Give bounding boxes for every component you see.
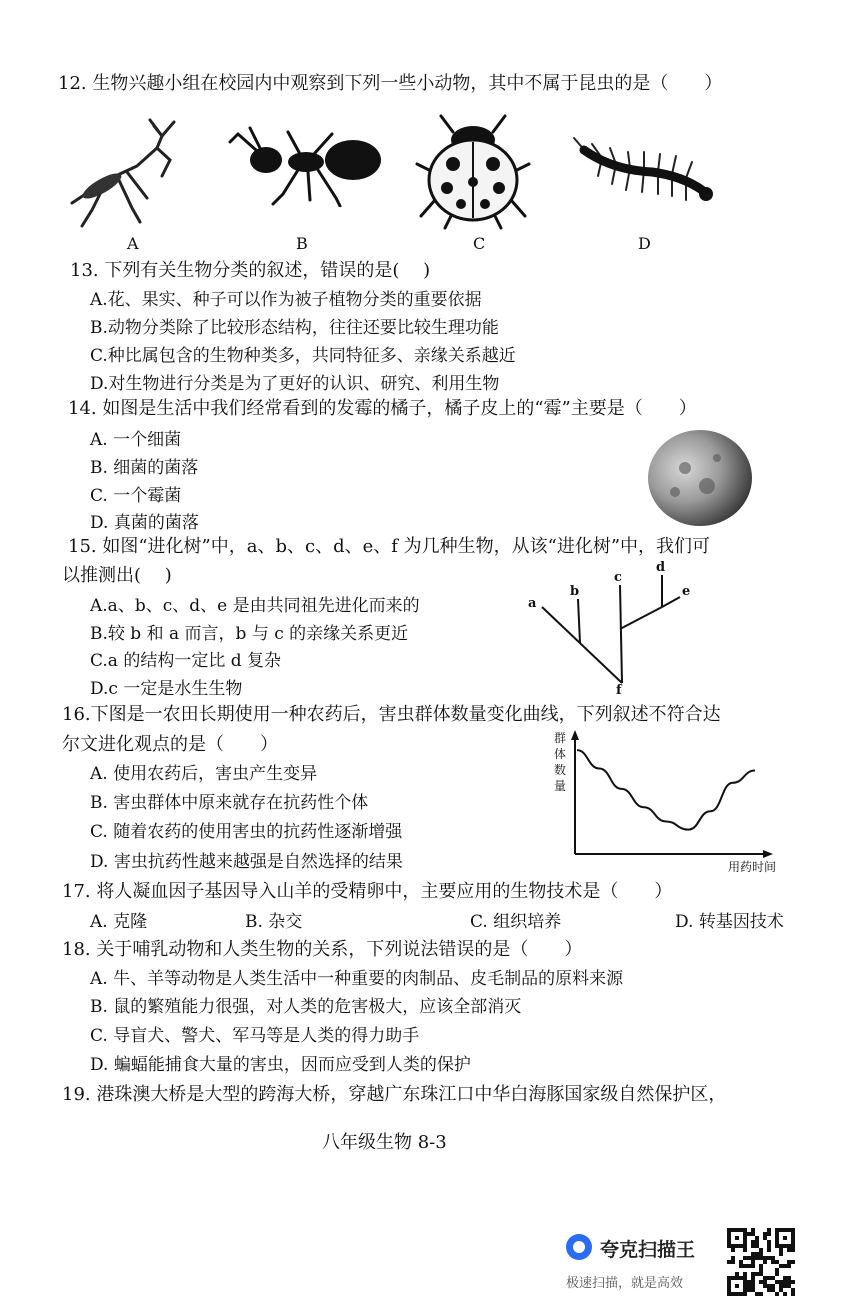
tree-label-a: a <box>528 596 537 611</box>
ant-icon <box>228 122 388 207</box>
option-label-a: A <box>127 234 139 253</box>
q13-option-c: C.种比属包含的生物种类多，共同特征多、亲缘关系越近 <box>90 346 516 366</box>
q16-option-a: A. 使用农药后，害虫产生变异 <box>90 764 318 784</box>
question-13: 13. 下列有关生物分类的叙述，错误的是( ) <box>70 260 431 281</box>
q14-option-c: C. 一个霉菌 <box>90 486 182 506</box>
quark-logo-icon <box>566 1234 592 1260</box>
series-line <box>577 750 755 829</box>
q15-option-a: A.a、b、c、d、e 是由共同祖先进化而来的 <box>90 596 420 616</box>
centipede-icon <box>572 130 722 210</box>
tree-label-d: d <box>656 560 666 575</box>
option-label-b: B <box>296 234 308 253</box>
question-12: 12. 生物兴趣小组在校园内中观察到下列一些小动物，其中不属于昆虫的是（ ） <box>58 73 723 94</box>
chart-y-label: 群体数量 <box>554 731 567 793</box>
q18-option-c: C. 导盲犬、警犬、军马等是人类的得力助手 <box>90 1026 420 1046</box>
watermark-brand: 夸克扫描王 <box>600 1239 696 1261</box>
option-label-c: C <box>473 234 486 253</box>
question-19: 19. 港珠澳大桥是大型的跨海大桥，穿越广东珠江口中华白海豚国家级自然保护区， <box>62 1084 727 1105</box>
question-16-line-2: 尔文进化观点的是（ ） <box>62 734 278 755</box>
pest-population-chart <box>545 728 785 876</box>
chart-x-label: 用药时间 <box>728 860 777 874</box>
tree-label-b: b <box>570 584 580 599</box>
q18-option-d: D. 蝙蝠能捕食大量的害虫，因而应受到人类的保护 <box>90 1055 471 1075</box>
q15-option-c: C.a 的结构一定比 d 复杂 <box>90 651 282 671</box>
q14-option-a: A. 一个细菌 <box>90 430 182 450</box>
ladybug-icon <box>413 112 533 230</box>
question-15-line-2: 以推测出( ) <box>62 565 172 586</box>
q17-option-b: B. 杂交 <box>245 912 303 932</box>
q17-option-d: D. 转基因技术 <box>675 912 784 932</box>
q17-option-c: C. 组织培养 <box>470 912 562 932</box>
q14-option-d: D. 真菌的菌落 <box>90 513 199 533</box>
mantis-icon <box>62 118 182 228</box>
q13-option-b: B.动物分类除了比较形态结构，往往还要比较生理功能 <box>90 318 499 338</box>
question-16-line-1: 16.下图是一农田长期使用一种农药后，害虫群体数量变化曲线，下列叙述不符合达 <box>62 704 721 725</box>
q13-option-d: D.对生物进行分类是为了更好的认识、研究、利用生物 <box>90 374 500 394</box>
question-15-line-1: 15. 如图“进化树”中，a、b、c、d、e、f 为几种生物，从该“进化树”中，我们可 <box>68 536 711 557</box>
moldy-orange-icon <box>645 428 755 528</box>
q16-option-b: B. 害虫群体中原来就存在抗药性个体 <box>90 793 369 813</box>
q18-option-a: A. 牛、羊等动物是人类生活中一种重要的肉制品、皮毛制品的原料来源 <box>90 969 624 989</box>
tree-label-f: f <box>616 683 622 695</box>
tree-label-c: c <box>614 570 622 585</box>
tree-label-e: e <box>682 584 691 599</box>
question-18: 18. 关于哺乳动物和人类生物的关系，下列说法错误的是（ ） <box>62 939 583 960</box>
q13-option-a: A.花、果实、种子可以作为被子植物分类的重要依据 <box>90 290 482 310</box>
q15-option-b: B.较 b 和 a 而言，b 与 c 的亲缘关系更近 <box>90 624 409 644</box>
question-17: 17. 将人凝血因子基因导入山羊的受精卵中，主要应用的生物技术是（ ） <box>62 881 673 902</box>
evolution-tree-diagram <box>520 555 710 695</box>
qr-code-icon <box>727 1228 795 1296</box>
q16-option-d: D. 害虫抗药性越来越强是自然选择的结果 <box>90 852 403 872</box>
q15-option-d: D.c 一定是水生生物 <box>90 679 243 699</box>
q18-option-b: B. 鼠的繁殖能力很强，对人类的危害极大，应该全部消灭 <box>90 997 522 1017</box>
q14-option-b: B. 细菌的菌落 <box>90 458 199 478</box>
option-label-d: D <box>638 234 651 253</box>
q16-option-c: C. 随着农药的使用害虫的抗药性逐渐增强 <box>90 822 403 842</box>
watermark-slogan: 极速扫描，就是高效 <box>566 1276 684 1291</box>
question-14: 14. 如图是生活中我们经常看到的发霉的橘子，橘子皮上的“霉”主要是（ ） <box>68 398 697 419</box>
page-footer: 八年级生物 8-3 <box>322 1132 447 1153</box>
q17-option-a: A. 克隆 <box>90 912 148 932</box>
